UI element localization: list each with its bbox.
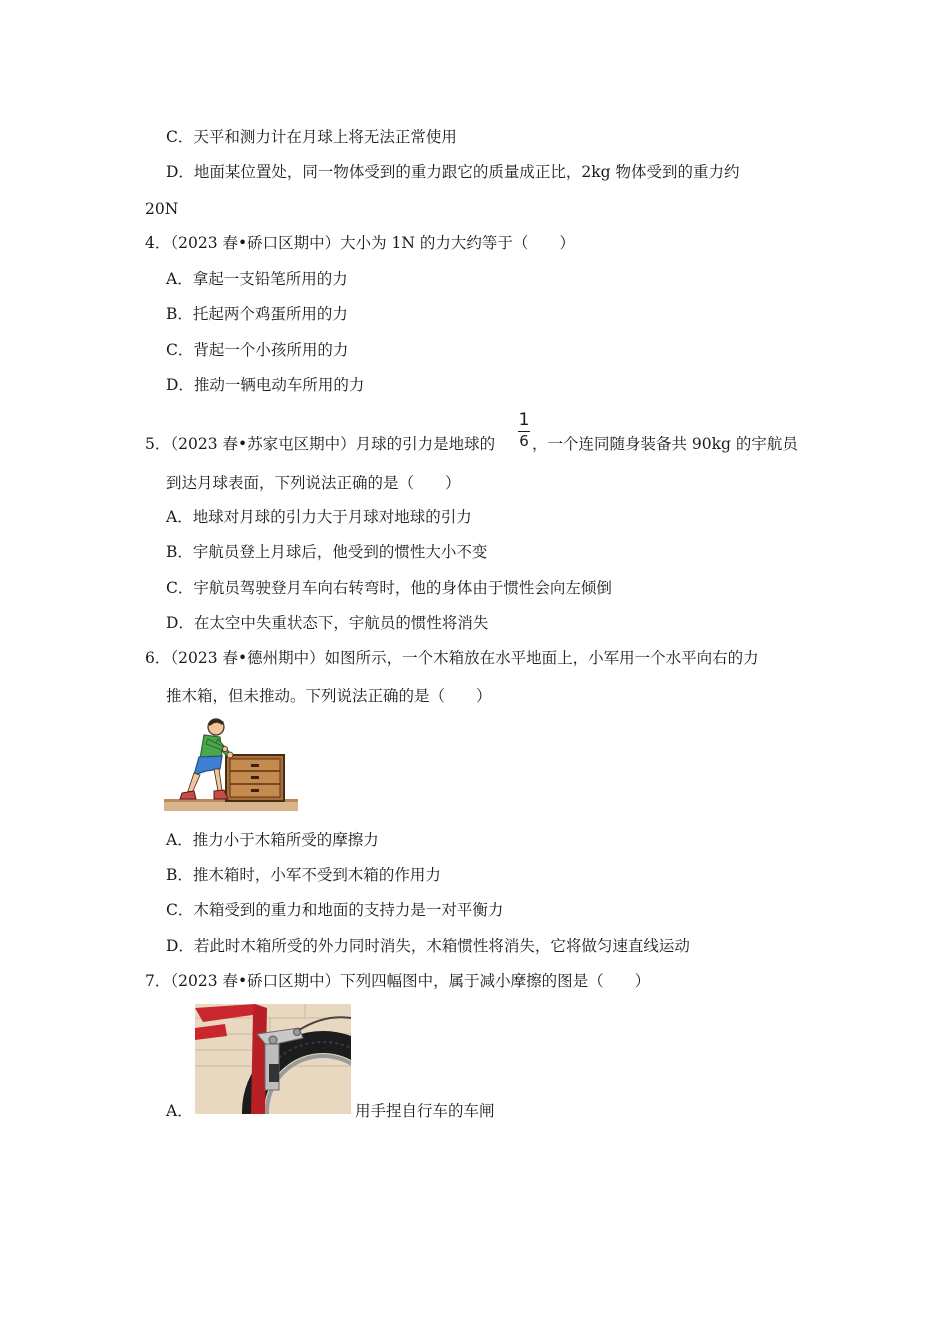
bicycle-brake-photo [195, 1004, 351, 1114]
q5-option-a: A．地球对月球的引力大于月球对地球的引力 [166, 508, 472, 526]
q3-option-c: C．天平和测力计在月球上将无法正常使用 [166, 128, 457, 146]
q6-stem-line2: 推木箱，但未推动。下列说法正确的是（ ） [166, 687, 492, 705]
q6-option-b: B．推木箱时，小军不受到木箱的作用力 [166, 866, 441, 884]
boy-pushing-box-illustration [164, 713, 298, 813]
q7-stem: 7．（2023 春•硚口区期中）下列四幅图中，属于减小摩擦的图是（ ） [145, 972, 651, 990]
q6-option-c: C．木箱受到的重力和地面的支持力是一对平衡力 [166, 901, 504, 919]
q6-option-d: D．若此时木箱所受的外力同时消失，木箱惯性将消失，它将做匀速直线运动 [166, 937, 690, 955]
q6-stem-line1: 6．（2023 春•德州期中）如图所示，一个木箱放在水平地面上，小军用一个水平向右的力 [145, 649, 759, 667]
q5-option-b: B．宇航员登上月球后，他受到的惯性大小不变 [166, 543, 488, 561]
q4-option-d: D．推动一辆电动车所用的力 [166, 376, 365, 394]
q4-option-a: A．拿起一支铅笔所用的力 [166, 270, 348, 288]
q3-option-d-line1: D．地面某位置处，同一物体受到的重力跟它的质量成正比，2kg 物体受到的重力约 [166, 163, 740, 181]
q7-figure-bicycle-brake [195, 1004, 351, 1114]
q4-option-b: B．托起两个鸡蛋所用的力 [166, 305, 348, 323]
q5-stem-part1: 5．（2023 春•苏家屯区期中）月球的引力是地球的 [145, 435, 496, 453]
q6-option-a: A．推力小于木箱所受的摩擦力 [166, 831, 379, 849]
q7-option-a-label: A． [166, 1102, 193, 1120]
q4-option-c: C．背起一个小孩所用的力 [166, 341, 349, 359]
q7-option-a-text: 用手捏自行车的车闸 [355, 1102, 495, 1120]
q5-option-d: D．在太空中失重状态下，宇航员的惯性将消失 [166, 614, 489, 632]
q6-figure-boy-pushing-box [164, 713, 298, 813]
q3-option-d-line2: 20N [145, 200, 179, 218]
q5-fraction [517, 410, 531, 452]
q5-fraction-denominator: 6 [519, 432, 529, 450]
q5-fraction-numerator: 1 [518, 410, 530, 430]
q5-option-c: C．宇航员驾驶登月车向右转弯时，他的身体由于惯性会向左倾倒 [166, 579, 612, 597]
q4-stem: 4．（2023 春•硚口区期中）大小为 1N 的力大约等于（ ） [145, 234, 575, 252]
q5-stem-line2: 到达月球表面，下列说法正确的是（ ） [166, 474, 461, 492]
q5-stem-part2: ，一个连同随身装备共 90kg 的宇航员 [532, 435, 798, 453]
